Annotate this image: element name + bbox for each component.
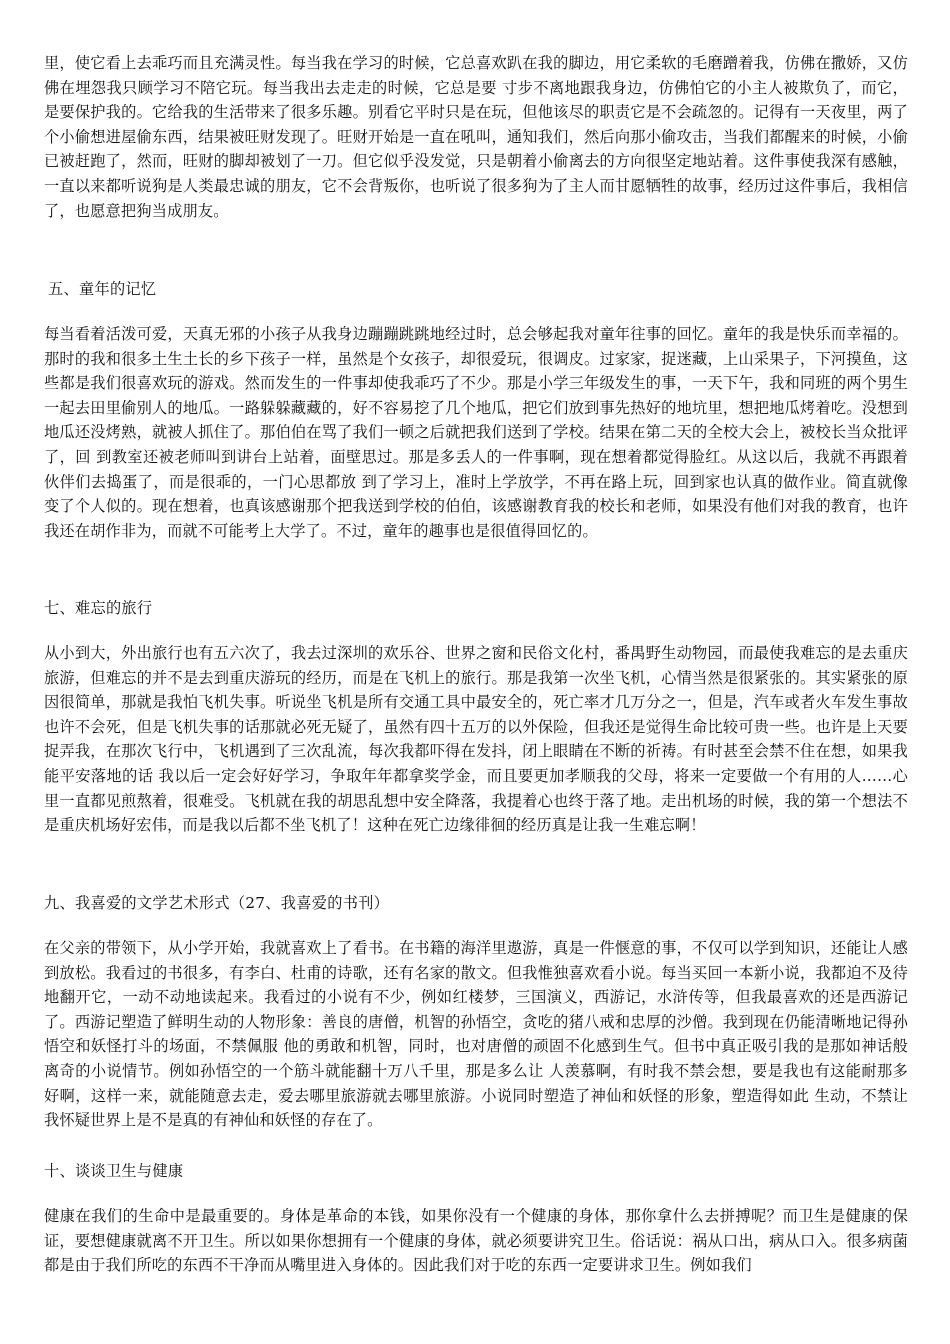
childhood-paragraph: 每当看着活泼可爱，天真无邪的小孩子从我身边蹦蹦跳跳地经过时，总会够起我对童年往事的回忆。童年的我是快乐而幸福的。那时的我和很多土生土长的乡下孩子一样，虽然是个女孩子，却很爱玩，很调皮。过家家，捉迷藏，上山采果子，下河摸鱼，这些都是我们很喜欢玩的游戏。然而发生的一件事却使我乖巧了不少。那是小学三年级发生的事，一天下午，我和同班的两个男生一起去田里偷别人的地瓜。一路躲躲藏藏的，好不容易挖了几个地瓜，把它们放到事先热好的地坑里，想把地瓜烤着吃。没想到地瓜还没烤熟，就被人抓住了。那伯伯在骂了我们一顿之后就把我们送到了学校。结果在第二天的全校大会上，被校长当众批评了，回 到教室还被老师叫到讲台上站着，面壁思过。那是多丢人的一件事啊，现在想着都觉得脸红。从这以后，我就不再跟着伙伴们去捣蛋了，而是很乖的，一门心思都放 到了学习上，准时上学放学，不再在路上玩，回到家也认真的做作业。简直就像变了个人似的。现在想着，也真该感谢那个把我送到学校的伯伯，该感谢教育我的校长和老师，如果没有他们对我的教育，也许我还在胡作非为，而就不可能考上大学了。不过，童年的趣事也是很值得回忆的。 bbox=[44, 325, 908, 540]
intro-paragraph: 里，使它看上去乖巧而且充满灵性。每当我在学习的时候，它总喜欢趴在我的脚边，用它柔软的毛磨蹭着我，仿佛在撒娇，又仿佛在埋怨我只顾学习不陪它玩。每当我出去走走的时候，它总是要 寸步不离地跟我身边，仿佛怕它的小主人被欺负了，而它，是要保护我的。它给我的生活带来了很多乐趣。别看它平时只是在玩，但他该尽的职责它是不会疏忽的。记得有一天夜里，两了个小偷想进屋偷东西，结果被旺财发现了。旺财开始是一直在吼叫，通知我们，然后向那小偷攻击，当我们都醒来的时候，小偷已被赶跑了，然而，旺财的脚却被划了一刀。但它似乎没发觉，只是朝着小偷离去的方向很坚定地站着。这件事使我深有感触，一直以来都听说狗是人类最忠诚的朋友，它不会背叛你，也听说了很多狗为了主人而甘愿牺牲的故事，经历过这件事后，我相信了，也愿意把狗当成朋友。 bbox=[44, 54, 908, 220]
section-heading-trip: 七、难忘的旅行 bbox=[44, 599, 153, 617]
trip-paragraph: 从小到大，外出旅行也有五六次了，我去过深圳的欢乐谷、世界之窗和民俗文化村，番禺野生动物园，而最使我难忘的是去重庆旅游，但难忘的并不是去到重庆游玩的经历，而是在飞机上的旅行。那是我第一次坐飞机，心情当然是很紧张的。其实紧张的原因很简单，那就是我怕飞机失事。听说坐飞机是所有交通工具中最安全的，死亡率才几万分之一，但是，汽车或者火车发生事故也许不会死，但是飞机失事的话那就必死无疑了，虽然有四十五万的以外保险，但我还是觉得生命比较可贵一些。也许是上天要捉弄我，在那次飞行中，飞机遇到了三次乱流，每次我都吓得在发抖，闭上眼睛在不断的祈祷。有时甚至会禁不住在想，如果我能平安落地的话 我以后一定会好好学习，争取年年都拿奖学金，而且要更加孝顺我的父母，将来一定要做一个有用的人……心里一直都见煎熬着，很难受。飞机就在我的胡思乱想中安全降落，我提着心也终于落了地。走出机场的时候，我的第一个想法不是重庆机场好宏伟，而是我以后都不坐飞机了！这种在死亡边缘徘徊的经历真是让我一生难忘啊！ bbox=[44, 644, 908, 835]
section-heading-childhood: 五、童年的记忆 bbox=[48, 280, 157, 298]
literature-paragraph: 在父亲的带领下，从小学开始，我就喜欢上了看书。在书籍的海洋里遨游，真是一件惬意的事，不仅可以学到知识，还能让人感到放松。我看过的书很多，有李白、杜甫的诗歌，还有名家的散文。但我惟独喜欢看小说。每当买回一本新小说，我都迫不及待地翻开它，一动不动地读起来。我看过的小说有不少，例如红楼梦，三国演义，西游记，水浒传等，但我最喜欢的还是西游记了。西游记塑造了鲜明生动的人物形象：善良的唐僧，机智的孙悟空，贪吃的猪八戒和忠厚的沙僧。我到现在仍能清晰地记得孙悟空和妖怪打斗的场面，不禁佩服 他的勇敢和机智，同时，也对唐僧的顽固不化感到生气。但书中真正吸引我的是那如神话般离奇的小说情节。例如孙悟空的一个筋斗就能翻十万八千里，那是多么让 人羡慕啊，有时我不禁会想，要是我也有这能耐那多好啊，这样一来，就能随意去走，爱去哪里旅游就去哪里旅游。小说同时塑造了神仙和妖怪的形象，塑造得如此 生动，不禁让我怀疑世界上是不是真的有神仙和妖怪的存在了。 bbox=[44, 939, 908, 1130]
section-heading-health: 十、谈谈卫生与健康 bbox=[44, 1162, 184, 1180]
health-paragraph: 健康在我们的生命中是最重要的。身体是革命的本钱，如果你没有一个健康的身体，那你拿什么去拼搏呢？而卫生是健康的保证，要想健康就离不开卫生。所以如果你想拥有一个健康的身体，就必须要讲究卫生。俗话说：祸从口出，病从口入。很多病菌都是由于我们所吃的东西不干净而从嘴里进入身体的。因此我们对于吃的东西一定要讲求卫生。例如我们 bbox=[44, 1207, 908, 1275]
section-heading-literature: 九、我喜爱的文学艺术形式（27、我喜爱的书刊） bbox=[44, 894, 390, 912]
